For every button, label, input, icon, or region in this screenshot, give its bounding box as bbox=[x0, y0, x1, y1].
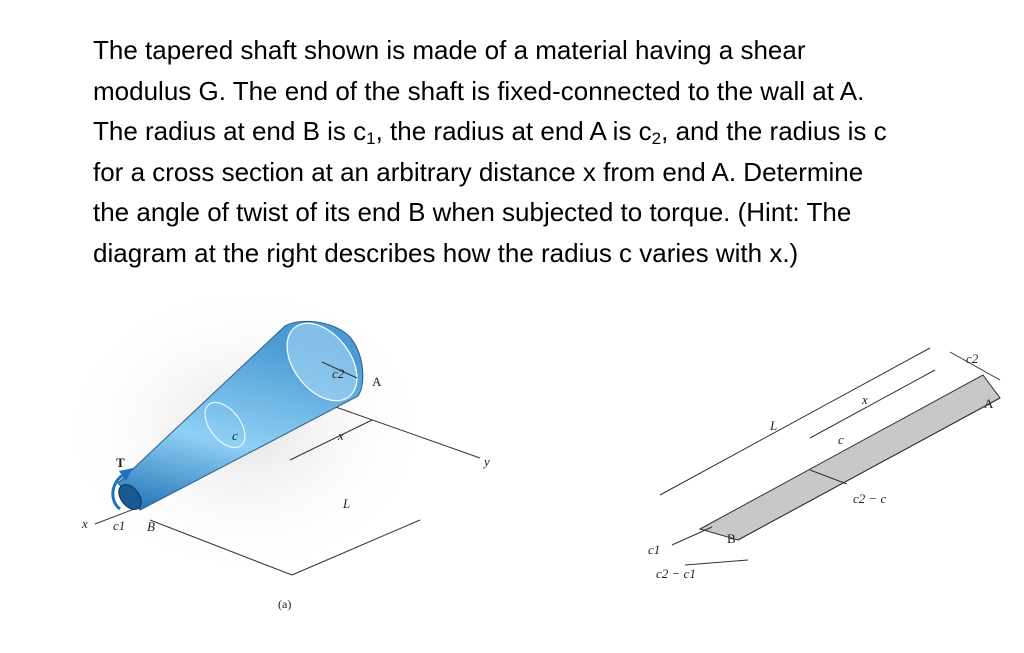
label-x-dim: x bbox=[862, 392, 868, 407]
dim-line-L bbox=[660, 348, 930, 495]
subscript: 2 bbox=[651, 129, 662, 148]
label-L: L bbox=[343, 496, 351, 511]
label-x-dim: x bbox=[338, 428, 344, 443]
figure-a-tapered-shaft bbox=[55, 280, 490, 611]
label-L: L bbox=[770, 418, 778, 433]
problem-line: the angle of twist of its end B when subjected to torque. (Hint: The bbox=[93, 197, 852, 227]
label-c1: c1 bbox=[113, 518, 126, 533]
label-B: B bbox=[147, 519, 155, 534]
problem-line: modulus G. The end of the shaft is fixed-connected to the wall at A. bbox=[93, 75, 865, 106]
label-T: T bbox=[116, 455, 125, 470]
label-c: c bbox=[232, 428, 238, 443]
dim-line-c2-c1 bbox=[685, 560, 748, 565]
caption-a: (a) bbox=[278, 597, 292, 611]
problem-line: diagram at the right describes how the radius c varies with x.) bbox=[93, 237, 799, 268]
label-A: A bbox=[984, 396, 994, 411]
subscript: 1 bbox=[366, 129, 376, 148]
radius-triangle bbox=[700, 375, 1000, 540]
axis-line bbox=[738, 398, 1000, 540]
label-c2-minus-c: c2 − c bbox=[853, 491, 887, 506]
label-y-axis: y bbox=[484, 454, 490, 469]
problem-line: for a cross section at an arbitrary distance x from end A. Determine bbox=[93, 156, 864, 187]
text-run: The radius at end B is c bbox=[93, 116, 367, 146]
label-x-axis: x bbox=[82, 516, 88, 531]
text-run: , and the radius is c bbox=[661, 116, 887, 146]
problem-line: The tapered shaft shown is made of a material having a shear bbox=[93, 35, 806, 65]
label-A: A bbox=[372, 374, 382, 389]
label-c: c bbox=[838, 432, 844, 447]
label-c2: c2 bbox=[966, 351, 979, 366]
figure-b-radius-diagram bbox=[648, 348, 1000, 581]
label-B: B bbox=[727, 531, 736, 546]
label-c1: c1 bbox=[648, 542, 661, 557]
label-c2-minus-c1: c2 − c1 bbox=[656, 566, 696, 581]
label-c2: c2 bbox=[332, 366, 345, 381]
dim-line-c1 bbox=[672, 527, 712, 545]
text-run: , the radius at end A is c bbox=[375, 116, 652, 146]
